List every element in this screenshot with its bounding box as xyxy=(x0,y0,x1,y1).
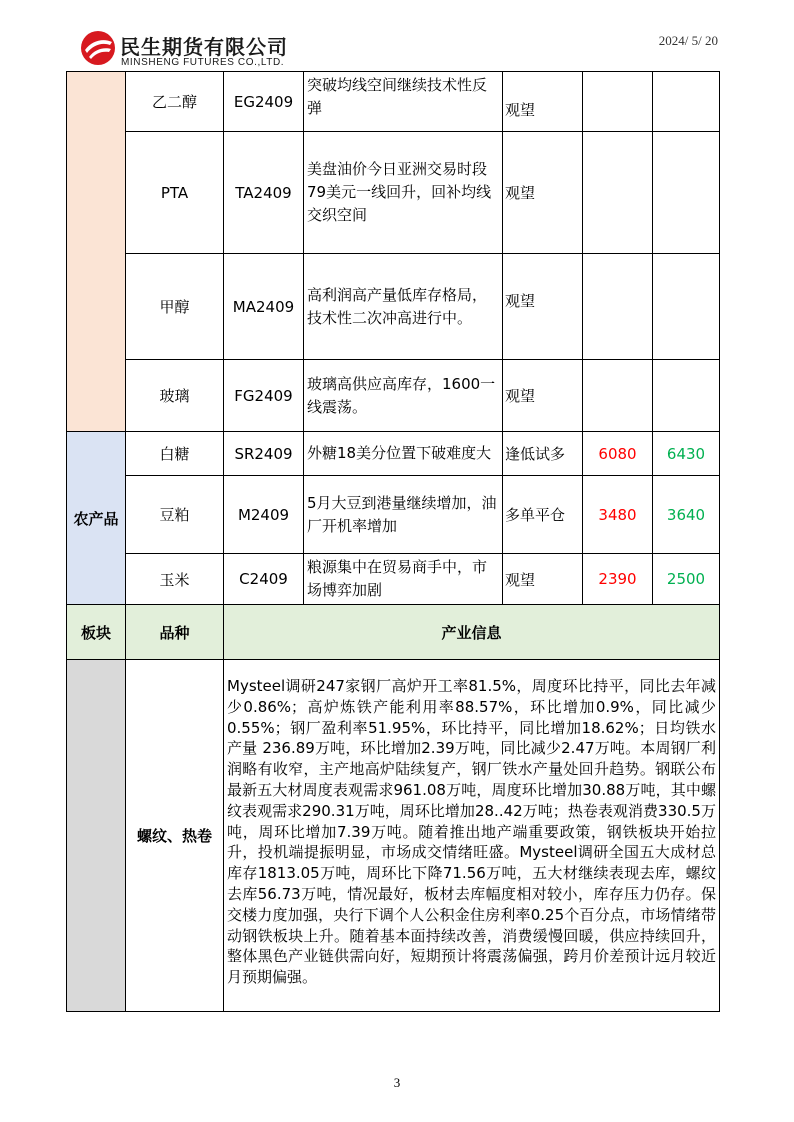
contract-code: FG2409 xyxy=(224,360,304,432)
company-name-cn: 民生期货有限公司 xyxy=(120,35,288,59)
table-row xyxy=(67,476,720,554)
table-row xyxy=(67,132,720,254)
resistance-level xyxy=(653,360,720,432)
resistance-level: 2500 xyxy=(653,554,720,605)
table-row xyxy=(67,660,720,1012)
market-info: 高利润高产量低库存格局，技术性二次冲高进行中。 xyxy=(304,254,503,360)
steel-variety: 螺纹、热卷 xyxy=(126,660,224,1012)
contract-code: M2409 xyxy=(224,476,304,554)
market-info: 突破均线空间继续技术性反弹 xyxy=(304,72,503,132)
table-header-row xyxy=(67,605,720,660)
support-level xyxy=(583,72,653,132)
trade-advice: 多单平仓 xyxy=(503,476,583,554)
support-level xyxy=(583,360,653,432)
resistance-level: 3640 xyxy=(653,476,720,554)
trade-advice: 观望 xyxy=(503,132,583,254)
variety-name: 豆粕 xyxy=(126,476,224,554)
trade-advice: 观望 xyxy=(503,554,583,605)
sector-cell-agri: 农产品 xyxy=(67,432,126,605)
contract-code: TA2409 xyxy=(224,132,304,254)
industry-info-text: Mysteel调研247家钢厂高炉开工率81.5%，周度环比持平，同比去年减少0.86%；高炉炼铁产能利用率88.57%，环比增加0.9%，同比减少0.55%；钢厂盈利率51.95%，环比持平，同比增加18.62%；日均铁水产量 236.89万吨，环比增加2.39万吨，同比减少2.47万吨。本周钢厂利润略有收窄，主产地高炉陆续复产，钢厂铁水产量处回升趋势。钢联公布最新五大材周度表观需求961.08万吨，周度环比增加30.88万吨，其中螺纹表观需求290.31万吨，周环比增加28..42万吨；热卷表观消费330.5万吨，周环比增加7.39万吨。随着推出地产端重要政策，钢铁板块开始拉升，投机端提振明显，市场成交情绪旺盛。Mysteel调研全国五大成材总库存1813.05万吨，周环比下降71.56万吨，五大材继续表现去库，螺纹去库56.73万吨，情况最好，板材去库幅度相对较小，库存压力仍存。保交楼力度加强，央行下调个人公积金住房利率0.25个百分点，市场情绪带动钢铁板块上升。随着基本面持续改善，消费缓慢回暖，供应持续回升，整体黑色产业链供需向好，短期预计将震荡偏强，跨月价差预计远月较近月预期偏强。 xyxy=(224,660,720,1012)
contract-code: MA2409 xyxy=(224,254,304,360)
variety-name: 玉米 xyxy=(126,554,224,605)
support-level xyxy=(583,254,653,360)
support-level: 2390 xyxy=(583,554,653,605)
report-date: 2024/ 5/ 20 xyxy=(658,33,718,48)
header-sector: 板块 xyxy=(67,605,126,660)
market-info: 5月大豆到港量继续增加，油厂开机率增加 xyxy=(304,476,503,554)
support-level: 3480 xyxy=(583,476,653,554)
variety-name: 玻璃 xyxy=(126,360,224,432)
resistance-level xyxy=(653,254,720,360)
page-number: 3 xyxy=(393,1075,401,1090)
contract-code: SR2409 xyxy=(224,432,304,476)
resistance-level: 6430 xyxy=(653,432,720,476)
market-info: 玻璃高供应高库存，1600一线震荡。 xyxy=(304,360,503,432)
report-table xyxy=(66,71,720,1012)
resistance-level xyxy=(653,132,720,254)
trade-advice: 观望 xyxy=(503,360,583,432)
table-row xyxy=(67,254,720,360)
contract-code: EG2409 xyxy=(224,72,304,132)
resistance-level xyxy=(653,72,720,132)
sector-cell-energy xyxy=(67,72,126,432)
table-row xyxy=(67,432,720,476)
table-row xyxy=(67,72,720,132)
variety-name: 乙二醇 xyxy=(126,72,224,132)
market-info: 外糖18美分位置下破难度大 xyxy=(304,432,503,476)
trade-advice: 逢低试多 xyxy=(503,432,583,476)
table-row xyxy=(67,360,720,432)
company-name-en: MINSHENG FUTURES CO.,LTD. xyxy=(121,57,285,68)
support-level xyxy=(583,132,653,254)
page-header xyxy=(0,0,794,72)
header-industry: 产业信息 xyxy=(224,605,720,660)
market-info: 粮源集中在贸易商手中，市场博弈加剧 xyxy=(304,554,503,605)
minsheng-logo-icon xyxy=(80,30,116,66)
variety-name: 白糖 xyxy=(126,432,224,476)
trade-advice: 观望 xyxy=(503,254,583,360)
contract-code: C2409 xyxy=(224,554,304,605)
sector-cell-steel xyxy=(67,660,126,1012)
variety-name: 甲醇 xyxy=(126,254,224,360)
support-level: 6080 xyxy=(583,432,653,476)
variety-name: PTA xyxy=(126,132,224,254)
trade-advice: 观望 xyxy=(503,72,583,132)
table-row xyxy=(67,554,720,605)
header-variety: 品种 xyxy=(126,605,224,660)
market-info: 美盘油价今日亚洲交易时段79美元一线回升，回补均线交织空间 xyxy=(304,132,503,254)
